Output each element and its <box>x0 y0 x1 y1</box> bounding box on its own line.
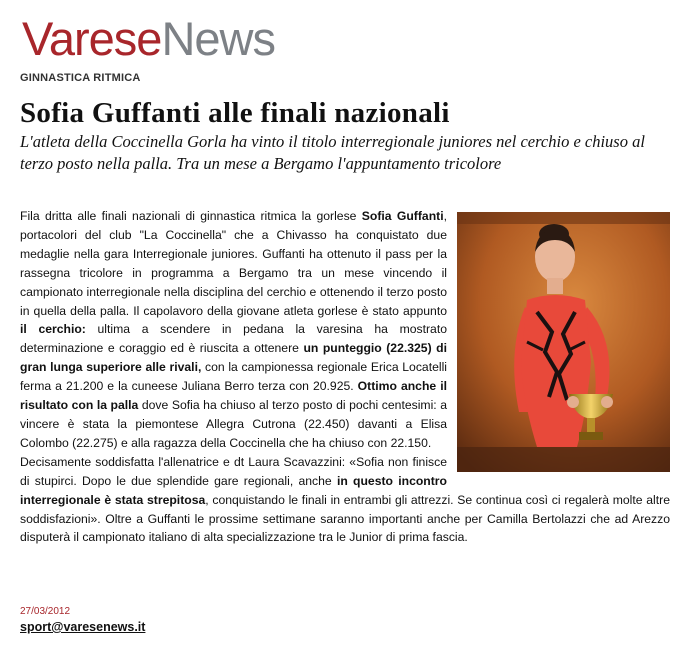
bold-text: un punteggio (22.325) di gran lunga superiore alle rivali, <box>20 341 447 375</box>
body-text: , conquistando le finali in entrambi gli attrezzi. Se continua così ci regalerà molte altre soddisfazioni». Oltre a Guffanti le prossime settimane saranno importanti anche per Camilla Bertolazzi che ad Arezzo disputerà il campionato italiano di alta specializzazione tra le Junior di prima fascia. <box>20 492 670 545</box>
article-category: GINNASTICA RITMICA <box>20 72 141 84</box>
body-text: Fila dritta alle finali nazionali di ginnastica ritmica la gorlese <box>20 209 362 223</box>
body-text: Decisamente soddisfatta l'allenatrice e dt Laura Scavazzini: «Sofia non finisce di stupirci. Dopo le due splendide gare regionali, anche <box>20 454 447 488</box>
contact-email-link[interactable]: sport@varesenews.it <box>20 620 146 634</box>
article-title: Sofia Guffanti alle finali nazionali <box>20 97 450 129</box>
bold-text: il cerchio: <box>20 322 86 337</box>
body-text: , portacolori del club "La Coccinella" che a Chivasso ha conquistato due medaglie nella gara Interregionale juniores. Guffanti ha ottenuto il pass per la rassegna tricolore in programma a Bergamo tra un mese vincendo il campionato interregionale nella disciplina del cerchio e ottenendo il terzo posto in quella della palla. Il capolavoro della giovane atleta gorlese è stato appunto <box>20 209 447 318</box>
body-text: dove Sofia ha chiuso al terzo posto di pochi centesimi: a vincere è stata la piemontese Allegra Cutrona (22.450) davanti a Elisa Colombo (22.275) e alla ragazza della Coccinella che ha chiuso con 22.150. <box>20 398 447 450</box>
athlete-photo <box>457 212 670 472</box>
article-subtitle: L'atleta della Coccinella Gorla ha vinto il titolo interregionale juniores nel cerchio e chiuso al terzo posto nella palla. Tra un mese a Bergamo l'appuntamento tricolore <box>20 132 645 173</box>
body-text: ultima a scendere in pedana la varesina ha mostrato determinazione e coraggio ed è riuscita a ottenere <box>20 322 447 356</box>
body-text: con la campionessa regionale Erica Locatelli ferma a 21.200 e la cuneese Juliana Berro terza con 20.925. <box>20 360 447 394</box>
logo-part-varese: Varese <box>22 12 162 65</box>
site-logo[interactable] <box>22 14 275 64</box>
article-body <box>20 207 670 547</box>
bold-text: Sofia Guffanti <box>361 209 444 223</box>
logo-part-news: News <box>161 12 275 65</box>
article-date: 27/03/2012 <box>20 606 71 617</box>
bold-text: Ottimo anche il risultato con la palla <box>20 379 447 413</box>
bold-text: in questo incontro interregionale è stata strepitosa <box>20 473 447 507</box>
